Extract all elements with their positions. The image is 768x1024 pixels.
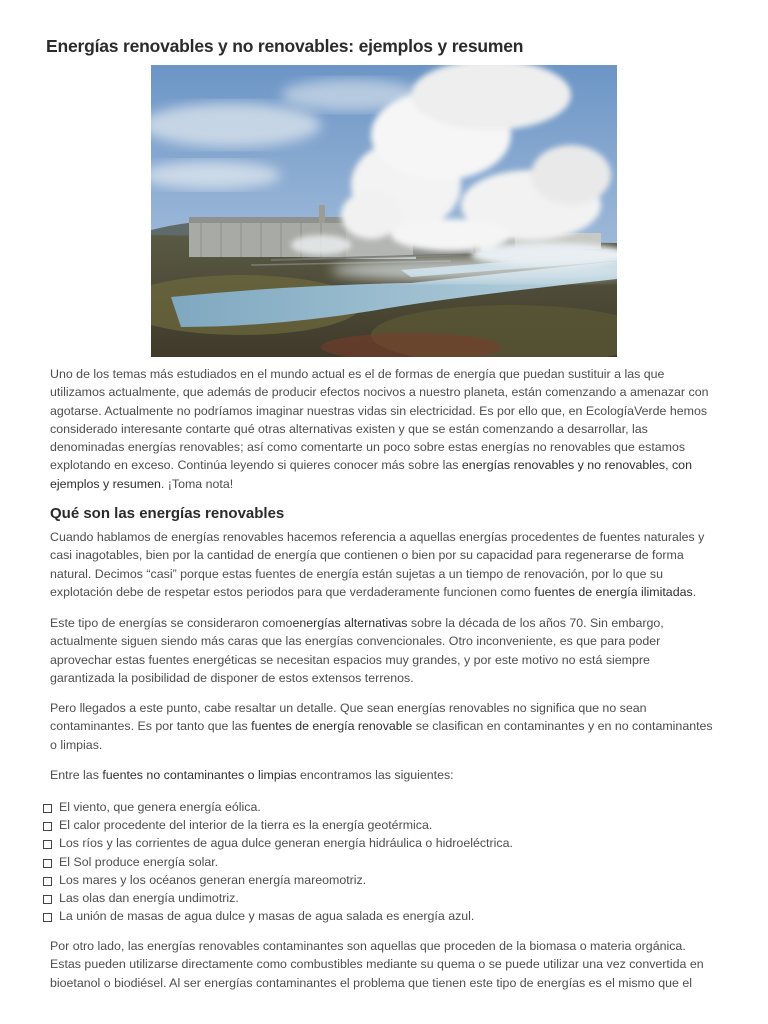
- list-item: [42, 889, 722, 907]
- list-item-text: La unión de masas de agua dulce y masas de agua salada es energía azul.: [59, 909, 475, 924]
- intro-link[interactable]: energías renovables y no renovables, con ejemplos y resumen: [50, 458, 692, 491]
- list-item-text: El Sol produce energía solar.: [59, 854, 219, 869]
- contaminants-text-end: se clasifican en contaminantes y en no contaminantes o limpias.: [50, 719, 713, 752]
- renewable-sources-link[interactable]: fuentes de energía renovable: [251, 719, 413, 734]
- checkbox-icon: [43, 877, 52, 886]
- clean-sources-link[interactable]: fuentes no contaminantes o limpias: [102, 768, 297, 782]
- list-item: [42, 816, 722, 834]
- clean-sources-text-end: encontramos las siguientes:: [296, 768, 454, 782]
- paragraph-clean-sources: [50, 766, 718, 784]
- alternatives-text: Este tipo de energías se consideraron como: [50, 616, 293, 630]
- clean-sources-list: [42, 798, 722, 925]
- list-item: [42, 853, 722, 871]
- unlimited-sources-link[interactable]: fuentes de energía ilimitadas: [534, 584, 693, 599]
- paragraph-alternatives: [50, 614, 718, 687]
- checkbox-icon: [43, 895, 52, 904]
- list-item-text: Las olas dan energía undimotriz.: [59, 891, 239, 906]
- intro-paragraph: [50, 365, 718, 493]
- clean-sources-text: Entre las: [50, 768, 103, 782]
- list-item-text: El viento, que genera energía eólica.: [59, 800, 261, 814]
- list-item-text: El calor procedente del interior de la tierra es la energía geotérmica.: [59, 818, 433, 833]
- contaminants-text: Pero llegados a este punto, cabe resaltar un detalle. Que sean energías renovables no significa que no sean contaminantes. Es por tanto que las: [50, 701, 647, 734]
- list-item: [42, 871, 722, 889]
- paragraph-definition: [50, 528, 718, 601]
- alternatives-text-end: sobre la década de los años 70. Sin embargo, actualmente siguen siendo más caras que las energías convencionales. Otro inconveniente, es que para poder aprovechar estas fuentes energéticas se necesitan espacios muy grandes, y por este motivo no está siempre garantizada la posibilidad de disponer de estos extensos terrenos.: [50, 616, 664, 685]
- intro-text: Uno de los temas más estudiados en el mundo actual es el de formas de energía que puedan sustituir a las que utilizamos actualmente, que además de producir efectos nocivos a nuestro planeta, están comenzando a amenazar con agotarse. Actualmente no podríamos imaginar nuestras vidas sin electricidad. Es por ello que, en EcologíaVerde hemos considerado interesante contarte qué otras alternativas existen y que se están comenzando a desarrollar, las denominadas energías renovables; así como comentarte un poco sobre estas energías no renovables que estamos explotando en exceso. Continúa leyendo si quieres conocer más sobre las: [50, 367, 709, 473]
- list-item-text: Los mares y los océanos generan energía mareomotriz.: [59, 872, 367, 887]
- list-item: [42, 798, 722, 816]
- intro-text-end: . ¡Toma nota!: [160, 476, 234, 491]
- geothermal-plant-photo: [151, 65, 617, 357]
- paragraph-biomass: Por otro lado, las energías renovables contaminantes son aquellas que proceden de la biomasa o materia orgánica. Estas pueden utilizarse directamente como combustibles mediante su quema o se puede utilizar una vez convertida en bioetanol o biodiésel. Al ser energías contaminantes el problema que tienen este tipo de energías es el mismo que el: [50, 939, 704, 990]
- list-item: [42, 907, 722, 925]
- checkbox-icon: [43, 859, 52, 868]
- checkbox-icon: [43, 804, 52, 813]
- alternative-energies-link[interactable]: energías alternativas: [292, 616, 408, 630]
- paragraph-contaminants: [50, 699, 718, 754]
- definition-text-end: .: [692, 584, 697, 599]
- article-title: Energías renovables y no renovables: ejemplos y resumen: [46, 36, 524, 56]
- checkbox-icon: [43, 822, 52, 831]
- definition-text: Cuando hablamos de energías renovables hacemos referencia a aquellas energías procedentes de fuentes naturales y casi inagotables, bien por la cantidad de energía que contienen o bien por su capacidad para regenerarse de forma natural. Decimos “casi” porque estas fuentes de energía están sujetas a un tiempo de renovación, por lo que su explotación debe de respetar estos periodos para que verdaderamente funcionen como: [50, 530, 705, 599]
- list-item: [42, 834, 722, 852]
- checkbox-icon: [43, 840, 52, 849]
- section-heading: Qué son las energías renovables: [50, 505, 285, 522]
- list-item-text: Los ríos y las corrientes de agua dulce generan energía hidráulica o hidroeléctrica.: [59, 836, 513, 851]
- checkbox-icon: [43, 913, 52, 922]
